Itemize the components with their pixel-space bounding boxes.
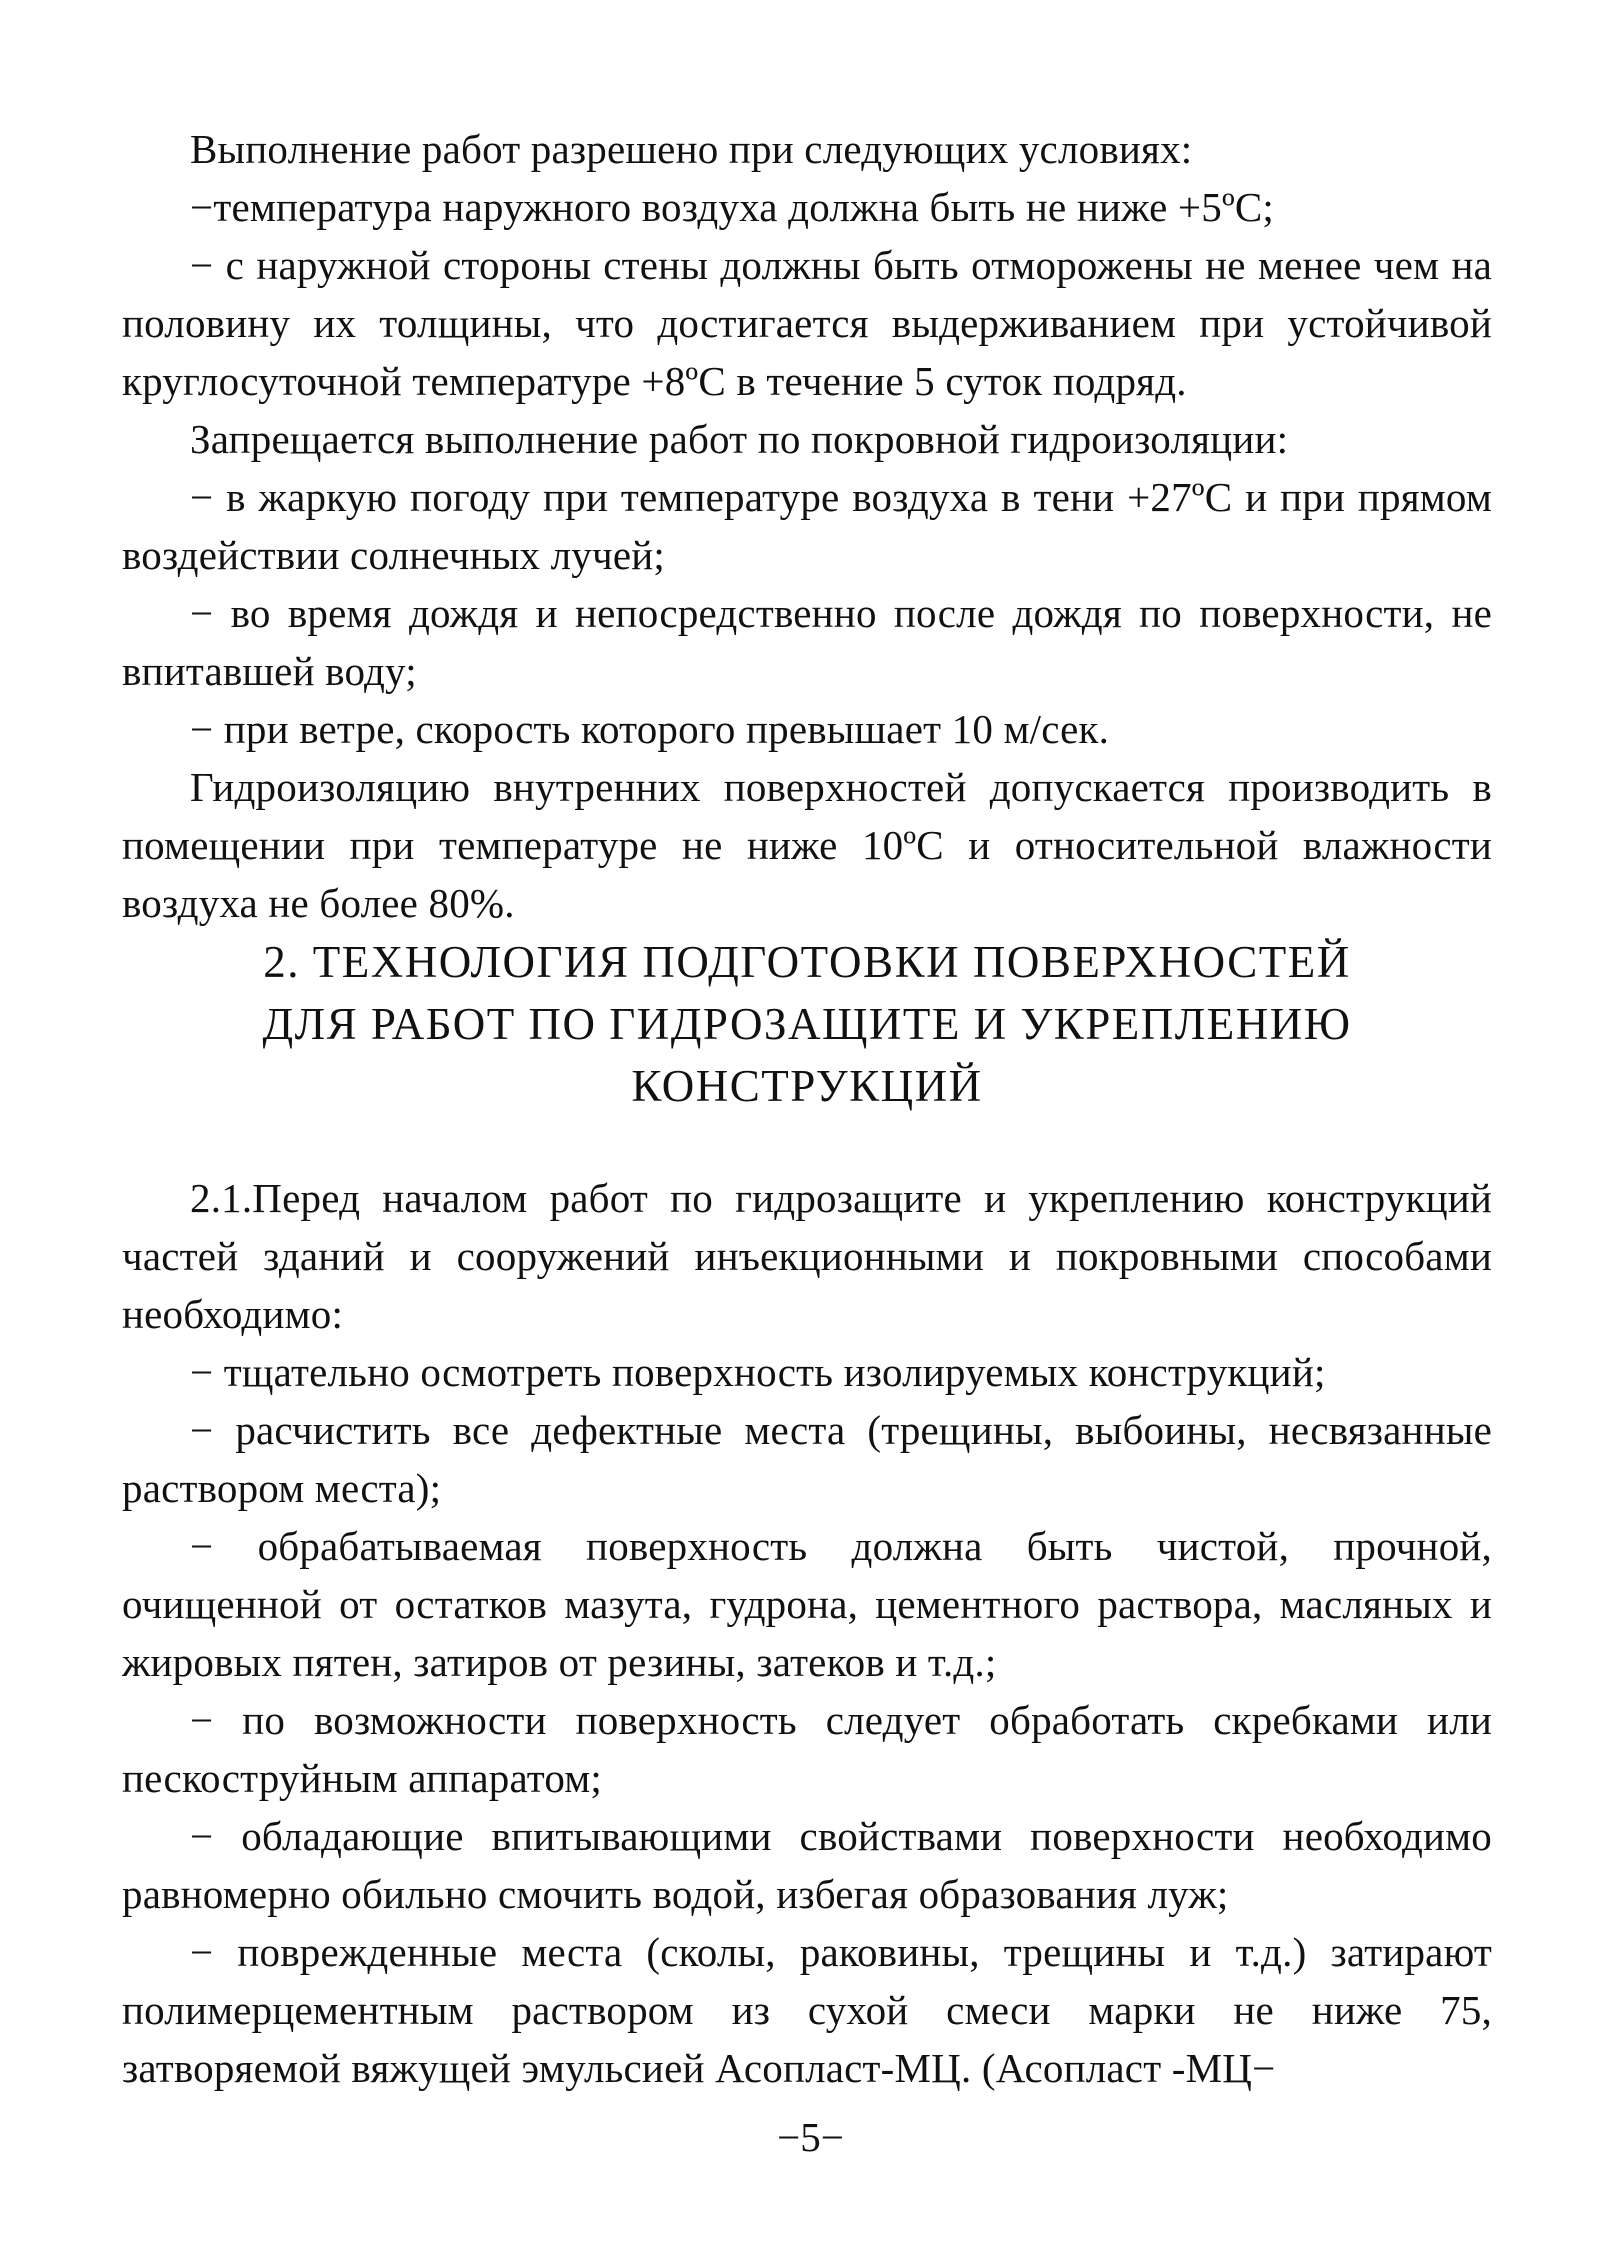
paragraph-rain: − во время дождя и непосредственно после дождя по поверхности, не впитавшей воду; (122, 590, 1492, 694)
paragraph-wind: − при ветре, скорость которого превышает 10 м/сек. (190, 706, 1110, 752)
paragraph-hot-weather: − в жаркую погоду при температуре воздуха в тени +27ºС и при прямом воздействии солнечных лучей; (122, 474, 1492, 578)
preparation-section (122, 1169, 1492, 2097)
list-item-surface-clean: − обрабатываемая поверхность должна быть чистой, прочной, очищенной от остатков мазута, гудрона, цементного раствора, масляных и жировых пятен, затиров от резины, затеков и т.д.; (122, 1523, 1492, 1685)
paragraph-conditions-intro: Выполнение работ разрешено при следующих условиях: (190, 126, 1193, 172)
section-heading (122, 931, 1492, 1117)
list-item-clean-defects: − расчистить все дефектные места (трещины, выбоины, несвязанные раствором места); (122, 1407, 1492, 1511)
paragraph-temperature-condition: −температура наружного воздуха должна быть не ниже +5ºС; (190, 184, 1275, 230)
paragraph-internal-surfaces: Гидроизоляцию внутренних поверхностей допускается производить в помещении при температуре не ниже 10ºС и относительной влажности воздуха не более 80%. (122, 764, 1492, 926)
section-heading-line-1: 2. ТЕХНОЛОГИЯ ПОДГОТОВКИ ПОВЕРХНОСТЕЙ (263, 937, 1351, 987)
list-item-scraping: − по возможности поверхность следует обработать скребками или пескоструйным аппаратом; (122, 1697, 1492, 1801)
page-number: −5− (777, 2114, 844, 2160)
list-item-wetting: − обладающие впитывающими свойствами поверхности необходимо равномерно обильно смочить водой, избегая образования луж; (122, 1813, 1492, 1917)
paragraph-prohibition-intro: Запрещается выполнение работ по покровной гидроизоляции: (190, 416, 1289, 462)
paragraph-wall-thaw-condition: − с наружной стороны стены должны быть отморожены не менее чем на половину их толщины, что достигается выдерживанием при устойчивой круглосуточной температуре +8ºС в течение 5 суток подряд. (122, 242, 1492, 404)
section-heading-line-3: КОНСТРУКЦИЙ (631, 1061, 983, 1111)
list-item-repair: − поврежденные места (сколы, раковины, трещины и т.д.) затирают полимерцементным раствором из сухой смеси марки не ниже 75, затворяемой вяжущей эмульсией Асопласт-МЦ. (Асопласт -МЦ− (122, 1929, 1492, 2091)
list-item-inspect: − тщательно осмотреть поверхность изолируемых конструкций; (190, 1349, 1326, 1395)
section-heading-line-2: ДЛЯ РАБОТ ПО ГИДРОЗАЩИТЕ И УКРЕПЛЕНИЮ (262, 999, 1352, 1049)
conditions-section (122, 120, 1492, 932)
paragraph-2-1-intro: 2.1.Перед началом работ по гидрозащите и укреплению конструкций частей зданий и сооружений инъекционными и покровными способами необходимо: (122, 1175, 1492, 1337)
